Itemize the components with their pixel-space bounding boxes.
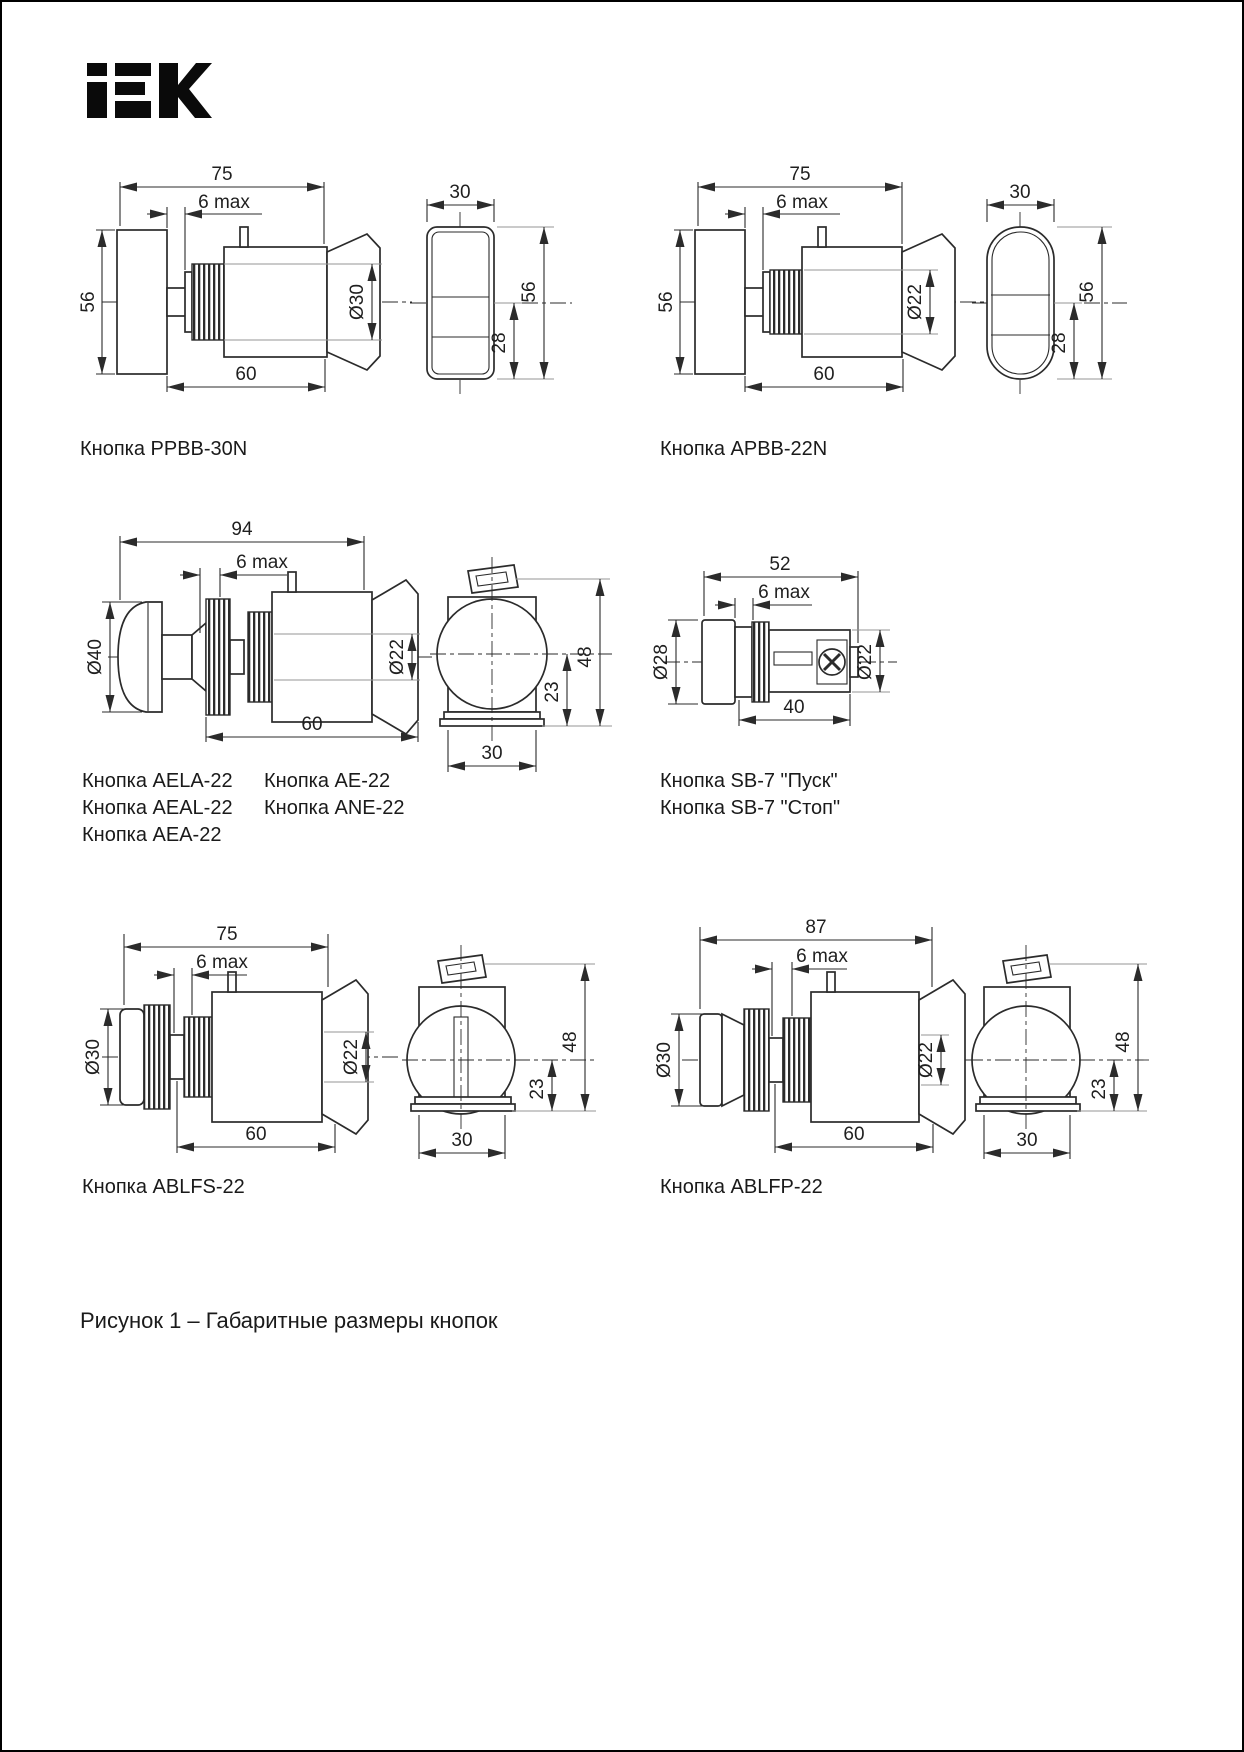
dim-ablfs22-travel: 6 max: [196, 952, 248, 973]
dim-ablfs22-front-w: 30: [451, 1130, 473, 1151]
dim-ppbb30n-face: 56: [78, 291, 99, 313]
dim-aela22-head: Ø40: [85, 639, 106, 675]
dim-ablfp22-front-w: 30: [1016, 1130, 1038, 1151]
dim-ablfs22-dia: Ø22: [341, 1039, 362, 1075]
caption-aela-column2: [264, 768, 405, 822]
dim-sb7-travel: 6 max: [758, 582, 810, 603]
dim-aela22-depth: 60: [301, 714, 323, 735]
dim-aela22-dia: Ø22: [387, 639, 408, 675]
dim-sb7-depth: 40: [783, 697, 805, 718]
dim-apbb22n-travel: 6 max: [776, 192, 828, 213]
caption-sb7-block: [660, 768, 840, 822]
dim-aela22-front-low: 23: [542, 681, 563, 703]
aela22-side-view: [108, 572, 432, 734]
dim-aela22-total: 94: [231, 519, 253, 540]
caption-apbb22n: Кнопка APBB-22N: [660, 438, 828, 460]
dim-sb7-dia: Ø22: [855, 644, 876, 680]
apbb22n-side-view: [680, 227, 992, 374]
caption-ae22: Кнопка AE-22: [264, 770, 391, 792]
dim-ablfp22-front-h: 48: [1113, 1031, 1134, 1053]
dim-apbb22n-face: 56: [656, 291, 677, 313]
caption-ppbb30n: Кнопка PPBB-30N: [80, 438, 248, 460]
ablfp22-side-view: [682, 972, 1017, 1134]
dim-aela22-front-w: 30: [481, 743, 503, 764]
dim-ablfp22-depth: 60: [843, 1124, 865, 1145]
drawing-ppbb30n: [72, 152, 592, 422]
dim-apbb22n-front-half: 28: [1049, 332, 1070, 354]
drawing-sb7: [612, 472, 912, 782]
dim-ppbb30n-dia: Ø30: [347, 284, 368, 320]
dim-ablfs22-depth: 60: [245, 1124, 267, 1145]
figure-caption: Рисунок 1 – Габаритные размеры кнопок: [80, 1308, 498, 1333]
dim-ablfp22-travel: 6 max: [796, 946, 848, 967]
caption-sb7-pusk: Кнопка SB-7 "Пуск": [660, 770, 838, 792]
dim-apbb22n-front-h: 56: [1077, 281, 1098, 303]
caption-ablfs22: Кнопка ABLFS-22: [82, 1176, 245, 1198]
dim-ablfp22-front-low: 23: [1089, 1078, 1110, 1100]
dim-apbb22n-dia: Ø22: [905, 284, 926, 320]
drawing-ablfs22: [72, 857, 602, 1177]
dim-ppbb30n-depth: 60: [235, 364, 257, 385]
caption-ane22: Кнопка ANE-22: [264, 797, 405, 819]
dim-ablfp22-total: 87: [805, 917, 827, 938]
dim-ablfs22-front-h: 48: [560, 1031, 581, 1053]
ablfs22-front-view: [402, 945, 597, 1159]
caption-aea22: Кнопка AEA-22: [82, 824, 222, 846]
dim-ppbb30n-total: 75: [211, 164, 233, 185]
dim-ablfs22-total: 75: [216, 924, 238, 945]
dim-ablfp22-dia: Ø22: [916, 1042, 937, 1078]
apbb22n-front-view: [972, 182, 1127, 394]
iek-logo: [85, 60, 215, 122]
caption-ablfp22: Кнопка ABLFP-22: [660, 1176, 823, 1198]
dim-ppbb30n-front-w: 30: [449, 182, 471, 203]
dim-apbb22n-total: 75: [789, 164, 811, 185]
dim-apbb22n-front-w: 30: [1009, 182, 1031, 203]
dim-apbb22n-depth: 60: [813, 364, 835, 385]
dim-ablfs22-front-low: 23: [527, 1078, 548, 1100]
caption-sb7-stop: Кнопка SB-7 "Стоп": [660, 797, 841, 819]
ablfp22-front-view: [967, 945, 1149, 1159]
ppbb30n-front-view: [410, 182, 572, 394]
dim-sb7-total: 52: [769, 554, 791, 575]
drawing-aela22: [72, 472, 617, 782]
dim-ppbb30n-travel: 6 max: [198, 192, 250, 213]
dim-ppbb30n-front-h: 56: [519, 281, 540, 303]
caption-aela-column1: [82, 768, 233, 849]
dim-ppbb30n-front-half: 28: [489, 332, 510, 354]
drawing-apbb22n: [592, 152, 1152, 422]
dim-aela22-travel: 6 max: [236, 552, 288, 573]
caption-aela22: Кнопка AELA-22: [82, 770, 233, 792]
dim-ablfs22-head: Ø30: [83, 1039, 104, 1075]
caption-aeal22: Кнопка AEAL-22: [82, 797, 233, 819]
aela22-front-view: [430, 557, 612, 772]
iek-logo-glyphs: [87, 63, 212, 118]
dim-sb7-head: Ø28: [651, 644, 672, 680]
drawing-ablfp22: [597, 857, 1157, 1177]
dim-aela22-front-h: 48: [575, 646, 596, 668]
dim-ablfp22-head: Ø30: [654, 1042, 675, 1078]
